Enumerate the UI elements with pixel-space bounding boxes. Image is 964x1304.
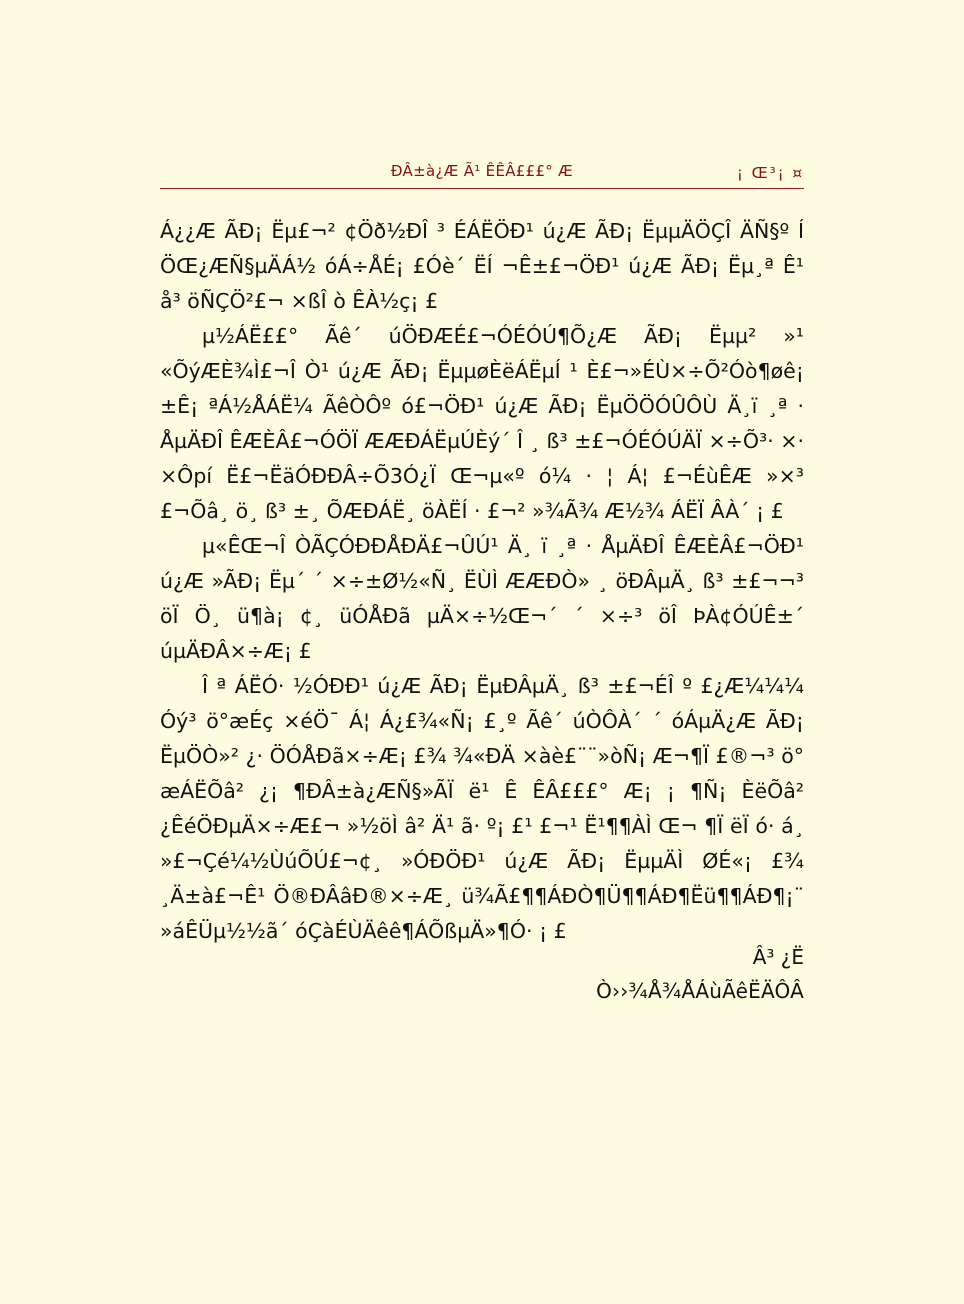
paragraph: Á¿¿Æ ÃÐ¡ Ëµ£¬² ¢Öð½ÐÎ ³ ÉÁËÖÐ¹ ú¿Æ ÃÐ¡ ËµµÄÖÇÎ ÄÑ§º Í ÖŒ¿ÆÑ§µÄÁ½ óÁ÷ÅÉ¡ £Óè´ ËÍ ¬Ê±£¬ÖÐ¹ ú¿Æ ÃÐ¡ Ëµ¸ª Ê¹ å³ öÑÇÖ²£¬ ×ßÎ ò ÊÀ½ç¡ £: [160, 219, 804, 313]
document-body: [160, 214, 804, 949]
header-title: ÐÂ±à¿Æ Ã¹ ÊÊÂ£££° Æ: [390, 162, 574, 180]
header-divider: [160, 188, 804, 189]
signature-block: [160, 940, 804, 1008]
paragraph: µ«ÊŒ¬Î ÒÃÇÓÐÐÅÐÄ£¬ÛÚ¹ Ä¸ ï ¸ª · ÅµÄÐÎ ÊÆÈÂ£¬ÖÐ¹ ú¿Æ »ÃÐ¡ Ëµ´ ´ ×÷±Ø½«Ñ¸ ËÙÌ ÆÆÐÒ» ¸ öÐÂµÄ¸ ß³ ±£¬¬³ öÏ Ö¸ ü¶à¡ ¢¸ üÓÅÐã µÄ×÷½Œ¬´ ´ ×÷³ öÎ ÞÀ¢ÓÚÊ±´ úµÄÐÂ×÷Æ¡ £: [160, 534, 804, 663]
signature-date: Ò››¾Å¾ÅÁùÃêËÄÔÂ: [596, 979, 804, 1003]
page-header: [160, 162, 804, 196]
paragraph: Î ª ÁËÓ· ½ÓÐÐ¹ ú¿Æ ÃÐ¡ ËµÐÂµÄ¸ ß³ ±£¬ÉÎ º £¿Æ¼¼¼ Óý³ ö°æÉç ×éÖ¯ Á¦ Á¿£¾«Ñ¡ £¸º Ãê´ úÒÔÀ´ ´ óÁµÄ¿Æ ÃÐ¡ ËµÖÒ»² ¿· ÖÓÅÐã×÷Æ¡ £¾ ¾«ÐÄ ×àè£¨¨»òÑ¡ Æ¬¶Ï £®¬³ ö° æÁËÕâ² ¿¡ ¶ÐÂ±à¿ÆÑ§»ÃÏ ë¹ Ê ÊÂ£££° Æ¡ ¡ ¶Ñ¡ ÈëÕâ² ¿ÊéÖÐµÄ×÷Æ£¬ »½öÌ â² Ä¹ ã· º¡ £¹ £¬¹ Ë¹¶¶ÀÌ Œ¬ ¶Ï ëÏ ó· á¸ »£¬Çé¼½ÙúÕÚ£¬¢¸ »ÓÐÖÐ¹ ú¿Æ ÃÐ¡ ËµµÄÌ ØÉ«¡ £¾ ¸Ä±à£¬Ê¹ Ö®ÐÂâÐ®×÷Æ¸ ü¾Ã£¶¶ÁÐÒ¶Ü¶¶ÁÐ¶Ëü¶¶ÁÐ¶¡¨ »áÊÜµ½½ã´ óÇàÉÙÄêê¶ÁÕßµÄ»¶Ó· ¡ £: [160, 674, 804, 943]
paragraph: µ½ÁË££° Ãê´ úÖÐÆÉ£¬ÓÉÓÚ¶Õ¿Æ ÃÐ¡ Ëµµ² »¹ «ÕýÆÈ¾Ì£¬Î Ò¹ ú¿Æ ÃÐ¡ ËµµøÈëÁËµÍ ¹ È£¬»ÉÙ×÷Õ²Óò¶øê¡ ±Ê¡ ªÁ½ÅÁË¼ ÃêÒÔº ó£¬ÖÐ¹ ú¿Æ ÃÐ¡ ËµÖÖÓÛÔÙ Ä¸ï ¸ª · ÅµÄÐÎ ÊÆÈÂ£¬ÓÖÏ ÆÆÐÁËµÚÈý´ Î ¸ ß³ ±£¬ÓÉÓÚÄÏ ×÷Õ³· ×· ×Ôpí Ë£¬ËäÓÐÐÂ÷Õ3Ó¿Ï Œ¬µ«º ó¼ · ¦ Á¦ £¬ÉùÊÆ »×³ £¬Õâ¸ ö¸ ß³ ±¸ ÕÆÐÁË¸ öÀËÍ · £¬² »¾Ã¾ Æ½¾ ÁËÏ ÂÀ´ ¡ £: [160, 324, 804, 523]
header-page-marker: ¡ Œ³¡ ¤: [736, 164, 804, 182]
signature-name: Â³ ¿Ë: [752, 945, 804, 969]
